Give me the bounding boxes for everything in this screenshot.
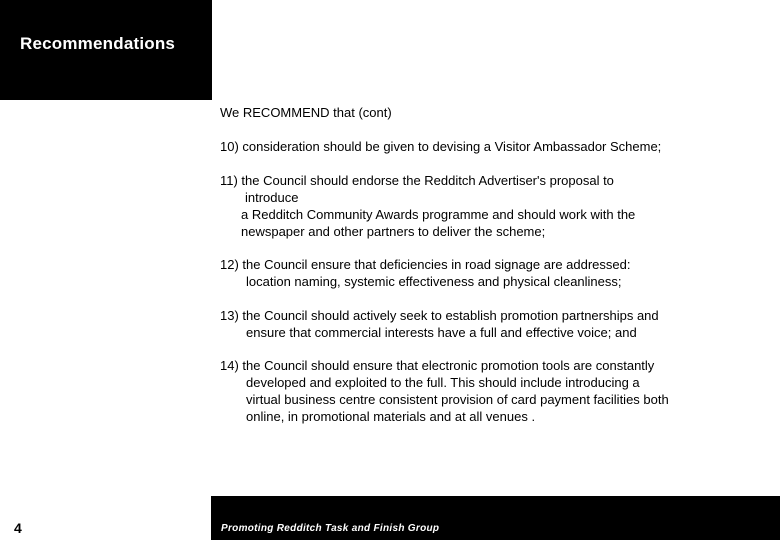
recommendation-10-line-1: 10) consideration should be given to devising a Visitor Ambassador Scheme; bbox=[220, 139, 662, 154]
recommendation-14 bbox=[220, 357, 669, 425]
recommendation-14-line-1: 14) the Council should ensure that electronic promotion tools are constantly bbox=[220, 358, 655, 373]
page-title: Recommendations bbox=[20, 34, 176, 53]
recommendation-11-line-3: a Redditch Community Awards programme and should work with the bbox=[241, 207, 636, 222]
recommendation-12-line-1: 12) the Council ensure that deficiencies in road signage are addressed: bbox=[220, 257, 631, 272]
recommendation-12 bbox=[220, 256, 630, 290]
recommendation-13 bbox=[220, 307, 659, 341]
recommendation-14-line-2: developed and exploited to the full. This should include introducing a bbox=[246, 375, 640, 390]
recommendation-10 bbox=[220, 138, 661, 155]
footer-group-name: Promoting Redditch Task and Finish Group bbox=[221, 523, 440, 534]
recommendation-12-line-2: location naming, systemic effectiveness and physical cleanliness; bbox=[246, 274, 622, 289]
recommendation-11-line-4: newspaper and other partners to deliver the scheme; bbox=[241, 224, 546, 239]
recommendation-13-line-2: ensure that commercial interests have a full and effective voice; and bbox=[246, 325, 637, 340]
recommendation-14-line-4: online, in promotional materials and at all venues . bbox=[246, 409, 536, 424]
page-number: 4 bbox=[14, 520, 22, 536]
recommendation-11-line-2: introduce bbox=[245, 190, 299, 205]
recommendations-intro: We RECOMMEND that (cont) bbox=[220, 105, 392, 120]
recommendation-13-line-1: 13) the Council should actively seek to establish promotion partnerships and bbox=[220, 308, 659, 323]
title-block bbox=[0, 0, 212, 100]
recommendation-11-line-1: 11) the Council should endorse the Redditch Advertiser's proposal to bbox=[220, 173, 614, 188]
footer-bar bbox=[211, 496, 780, 540]
recommendation-14-line-3: virtual business centre consistent provision of card payment facilities both bbox=[246, 392, 669, 407]
recommendation-11 bbox=[220, 172, 635, 240]
